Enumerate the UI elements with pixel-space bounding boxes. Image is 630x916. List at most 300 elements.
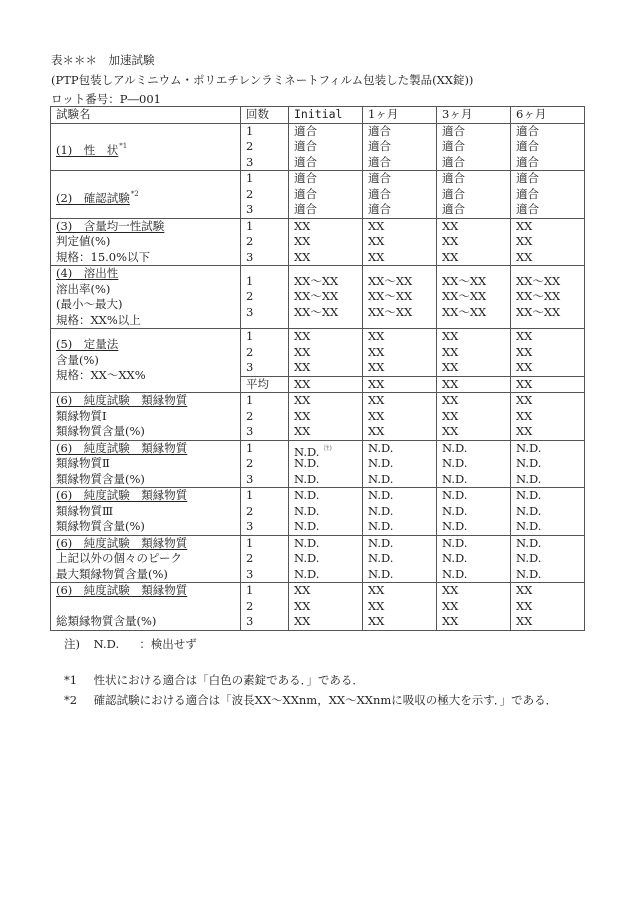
section-row bbox=[51, 393, 585, 441]
footnote-1 bbox=[64, 672, 364, 688]
result-line bbox=[442, 393, 510, 409]
result-value: XX bbox=[294, 344, 311, 359]
value-cell-3-month bbox=[437, 393, 511, 441]
result-line bbox=[368, 441, 436, 457]
result-value: N.D. bbox=[516, 503, 542, 518]
average-value: XX bbox=[363, 376, 437, 393]
result-value: XX bbox=[516, 344, 533, 359]
result-value: 適合 bbox=[516, 202, 539, 216]
value-cell-6-month bbox=[511, 440, 585, 488]
result-value: 適合 bbox=[442, 154, 465, 169]
test-name-text: (6) 純度試験 類縁物質 bbox=[56, 583, 188, 597]
table-caption: 表＊＊＊ 加速試験 bbox=[51, 53, 155, 67]
value-cell-3-month bbox=[437, 535, 511, 583]
result-line bbox=[516, 139, 584, 155]
result-line bbox=[294, 234, 362, 250]
result-line bbox=[516, 155, 584, 171]
result-line bbox=[516, 219, 584, 235]
value-cell-3-month bbox=[437, 123, 511, 171]
result-value: XX bbox=[368, 218, 385, 233]
result-line bbox=[516, 393, 584, 409]
result-line bbox=[442, 250, 510, 266]
result-value: N.D. bbox=[368, 551, 394, 565]
result-value: XX～XX bbox=[294, 289, 339, 304]
count-value: 2 bbox=[246, 344, 254, 359]
count-value: 3 bbox=[246, 566, 254, 581]
count-value: 2 bbox=[246, 598, 254, 613]
value-cell-initial bbox=[289, 123, 363, 171]
result-value: XX bbox=[294, 408, 311, 423]
result-value: XX bbox=[368, 249, 385, 264]
section-row bbox=[51, 583, 585, 631]
result-value: N.D. bbox=[294, 566, 320, 581]
result-line bbox=[368, 456, 436, 472]
test-name-text: 最大類縁物質含量(%) bbox=[56, 566, 168, 581]
section-row bbox=[51, 123, 585, 171]
value-cell-6-month bbox=[511, 393, 585, 441]
result-line bbox=[516, 583, 584, 599]
test-detail bbox=[56, 353, 240, 369]
test-name-cell bbox=[51, 123, 241, 171]
footnote-ref: *2 bbox=[130, 189, 139, 198]
result-value: XX bbox=[294, 360, 311, 374]
count-cell bbox=[241, 123, 289, 171]
test-name-cell bbox=[51, 171, 241, 219]
result-value: 適合 bbox=[516, 186, 539, 201]
result-value: XX～XX bbox=[368, 304, 413, 319]
test-title bbox=[56, 441, 240, 457]
result-line bbox=[368, 124, 436, 140]
result-line bbox=[294, 250, 362, 266]
result-value: XX bbox=[294, 393, 311, 407]
result-value: 適合 bbox=[294, 139, 317, 153]
result-line bbox=[442, 551, 510, 567]
test-detail bbox=[56, 297, 240, 313]
value-cell-1-month bbox=[363, 171, 437, 219]
result-line bbox=[368, 219, 436, 235]
value-cell-initial bbox=[289, 171, 363, 219]
result-value: XX bbox=[294, 424, 311, 438]
result-value: XX bbox=[368, 408, 385, 423]
test-name-text: 類縁物質Ⅰ bbox=[56, 408, 107, 423]
result-value: N.D. bbox=[442, 440, 468, 455]
result-line bbox=[516, 424, 584, 440]
result-value: N.D. bbox=[442, 566, 468, 581]
footnote-mark: *1 bbox=[64, 673, 78, 687]
result-value: 適合 bbox=[442, 139, 465, 153]
count-value: 2 bbox=[246, 289, 254, 304]
result-value: XX bbox=[442, 424, 459, 438]
result-value: 適合 bbox=[516, 123, 539, 138]
value-cell-6-month bbox=[511, 218, 585, 266]
value-cell-initial bbox=[289, 535, 363, 583]
result-line bbox=[516, 345, 584, 361]
result-value: XX～XX bbox=[368, 289, 413, 304]
result-value: 適合 bbox=[294, 123, 317, 138]
result-value: N.D. bbox=[442, 519, 468, 533]
result-line bbox=[442, 305, 510, 321]
result-line bbox=[294, 393, 362, 409]
test-detail bbox=[56, 282, 240, 298]
result-value: XX bbox=[368, 360, 385, 374]
result-value: 適合 bbox=[368, 154, 391, 169]
result-value: XX～XX bbox=[368, 273, 413, 288]
count-cell bbox=[241, 329, 289, 377]
test-name-text: 含量(%) bbox=[56, 352, 99, 367]
count-value: 3 bbox=[246, 202, 254, 216]
result-line bbox=[442, 345, 510, 361]
header-initial: Initial bbox=[289, 107, 363, 124]
value-cell-1-month bbox=[363, 123, 437, 171]
value-cell-initial bbox=[289, 440, 363, 488]
result-line bbox=[442, 155, 510, 171]
test-detail bbox=[56, 472, 240, 488]
section-row bbox=[51, 440, 585, 488]
count-value: 3 bbox=[246, 471, 254, 486]
result-value: XX～XX bbox=[442, 289, 487, 304]
count-value: 1 bbox=[246, 440, 254, 455]
count-value: 2 bbox=[246, 408, 254, 423]
result-line bbox=[516, 504, 584, 520]
result-line bbox=[516, 599, 584, 615]
result-value: XX bbox=[516, 598, 533, 613]
average-value: XX bbox=[437, 376, 511, 393]
test-name-text: (2) 確認試験 bbox=[56, 190, 130, 205]
result-value: XX bbox=[294, 234, 311, 248]
result-value: N.D. bbox=[516, 471, 542, 486]
result-value: N.D. bbox=[442, 471, 468, 486]
test-name-text: (5) 定量法 bbox=[56, 337, 119, 352]
result-value: N.D. bbox=[516, 535, 542, 550]
result-value: XX bbox=[294, 583, 311, 597]
result-value: XX bbox=[516, 424, 533, 438]
value-cell-6-month bbox=[511, 488, 585, 536]
result-value: XX bbox=[516, 249, 533, 264]
result-value: XX bbox=[368, 614, 385, 628]
value-cell-initial bbox=[289, 583, 363, 631]
result-line bbox=[368, 234, 436, 250]
count-cell bbox=[241, 535, 289, 583]
test-name-text: 類縁物質Ⅲ bbox=[56, 503, 114, 518]
test-title bbox=[56, 583, 240, 599]
footnote-2 bbox=[64, 692, 557, 708]
result-value: N.D. bbox=[516, 566, 542, 581]
result-line bbox=[516, 441, 584, 457]
result-line bbox=[442, 567, 510, 583]
result-line bbox=[294, 171, 362, 187]
result-line bbox=[294, 614, 362, 630]
test-name-cell bbox=[51, 393, 241, 441]
result-value: XX bbox=[442, 408, 459, 423]
result-line bbox=[294, 274, 362, 290]
count-value: 1 bbox=[246, 171, 254, 185]
count-value: 3 bbox=[246, 249, 254, 264]
result-value: N.D. bbox=[368, 488, 394, 502]
result-line bbox=[442, 441, 510, 457]
value-cell-6-month bbox=[511, 329, 585, 377]
result-line bbox=[368, 536, 436, 552]
result-line bbox=[516, 234, 584, 250]
result-value: XX bbox=[368, 234, 385, 248]
result-value: XX bbox=[368, 393, 385, 407]
count-value: 1 bbox=[246, 329, 254, 343]
count-cell bbox=[241, 266, 289, 329]
value-cell-3-month bbox=[437, 440, 511, 488]
result-line bbox=[368, 155, 436, 171]
result-line bbox=[516, 567, 584, 583]
test-detail bbox=[56, 567, 240, 583]
result-line bbox=[516, 124, 584, 140]
count-value: 1 bbox=[246, 535, 254, 550]
result-value: XX bbox=[516, 360, 533, 374]
result-line bbox=[368, 393, 436, 409]
count-value: 3 bbox=[246, 519, 254, 533]
result-value: N.D. bbox=[294, 444, 320, 459]
result-value: XX bbox=[442, 234, 459, 248]
value-cell-1-month bbox=[363, 583, 437, 631]
result-value: 適合 bbox=[368, 202, 391, 216]
result-value: N.D. bbox=[516, 440, 542, 455]
result-line bbox=[294, 155, 362, 171]
result-line bbox=[516, 519, 584, 535]
value-cell-1-month bbox=[363, 535, 437, 583]
result-line bbox=[294, 187, 362, 203]
result-value: N.D. bbox=[368, 440, 394, 455]
test-title bbox=[56, 337, 240, 353]
section-row bbox=[51, 329, 585, 377]
footnote-text: 性状における適合は「白色の素錠である．」である． bbox=[93, 673, 364, 687]
result-line bbox=[294, 504, 362, 520]
count-cell bbox=[241, 488, 289, 536]
test-detail bbox=[56, 551, 240, 567]
value-cell-initial bbox=[289, 393, 363, 441]
result-line bbox=[516, 250, 584, 266]
result-value: N.D. bbox=[294, 503, 320, 518]
result-line bbox=[368, 360, 436, 376]
count-value: 2 bbox=[246, 551, 254, 565]
result-value: N.D. bbox=[368, 503, 394, 518]
value-cell-3-month bbox=[437, 171, 511, 219]
value-cell-initial bbox=[289, 218, 363, 266]
footnote-mark: *2 bbox=[64, 693, 78, 707]
test-name-text: 上記以外の個々のピーク bbox=[56, 551, 183, 565]
result-line bbox=[368, 139, 436, 155]
result-value: 適合 bbox=[368, 171, 391, 185]
result-line bbox=[294, 345, 362, 361]
result-line bbox=[442, 171, 510, 187]
section-row bbox=[51, 218, 585, 266]
result-value: N.D. bbox=[516, 456, 542, 470]
result-line bbox=[368, 187, 436, 203]
test-detail bbox=[56, 368, 240, 384]
result-line bbox=[442, 472, 510, 488]
test-name-text: (6) 純度試験 類縁物質 bbox=[56, 393, 188, 407]
section-row bbox=[51, 535, 585, 583]
result-line bbox=[442, 519, 510, 535]
count-cell bbox=[241, 393, 289, 441]
result-line bbox=[294, 305, 362, 321]
test-detail bbox=[56, 424, 240, 440]
result-line bbox=[368, 305, 436, 321]
value-cell-initial bbox=[289, 488, 363, 536]
result-value: 適合 bbox=[516, 154, 539, 169]
result-line bbox=[368, 599, 436, 615]
result-line bbox=[516, 536, 584, 552]
result-line bbox=[294, 551, 362, 567]
result-value: XX bbox=[294, 614, 311, 628]
result-value: N.D. bbox=[442, 456, 468, 470]
result-value: 適合 bbox=[442, 202, 465, 216]
average-value: XX bbox=[289, 376, 363, 393]
result-value: 適合 bbox=[516, 171, 539, 185]
result-value: XX～XX bbox=[442, 273, 487, 288]
result-value: XX bbox=[442, 329, 459, 343]
result-line bbox=[442, 488, 510, 504]
header-1-month: 1ヶ月 bbox=[363, 107, 437, 124]
note-ref: 注) bbox=[323, 444, 332, 452]
result-line bbox=[294, 599, 362, 615]
test-name-text: (1) 性 状 bbox=[56, 143, 119, 157]
result-line bbox=[516, 274, 584, 290]
result-line bbox=[294, 202, 362, 218]
value-cell-1-month bbox=[363, 329, 437, 377]
value-cell-3-month bbox=[437, 329, 511, 377]
result-line bbox=[368, 424, 436, 440]
result-line bbox=[368, 329, 436, 345]
test-title bbox=[56, 536, 240, 552]
value-cell-3-month bbox=[437, 218, 511, 266]
value-cell-initial bbox=[289, 329, 363, 377]
result-value: XX bbox=[294, 249, 311, 264]
result-value: XX～XX bbox=[294, 273, 339, 288]
legend-prefix: 注) bbox=[64, 637, 80, 651]
result-line bbox=[294, 139, 362, 155]
test-detail bbox=[56, 234, 240, 250]
result-value: XX bbox=[294, 598, 311, 613]
nd-legend bbox=[64, 636, 197, 652]
result-value: 適合 bbox=[294, 171, 317, 185]
test-name-cell bbox=[51, 488, 241, 536]
test-name-text: 溶出率(%) bbox=[56, 281, 111, 296]
test-name-cell bbox=[51, 329, 241, 393]
result-line bbox=[442, 409, 510, 425]
value-cell-1-month bbox=[363, 266, 437, 329]
result-value: N.D. bbox=[442, 535, 468, 550]
test-name-text: 類縁物質含量(%) bbox=[56, 424, 145, 438]
result-line bbox=[442, 360, 510, 376]
result-value: XX bbox=[442, 598, 459, 613]
value-cell-6-month bbox=[511, 123, 585, 171]
result-line bbox=[368, 567, 436, 583]
result-value: XX～XX bbox=[516, 289, 561, 304]
result-value: XX bbox=[442, 393, 459, 407]
result-line bbox=[516, 472, 584, 488]
result-line bbox=[294, 219, 362, 235]
test-title bbox=[56, 187, 240, 203]
result-line bbox=[442, 424, 510, 440]
result-line bbox=[368, 488, 436, 504]
result-line bbox=[368, 409, 436, 425]
result-line bbox=[368, 504, 436, 520]
test-detail bbox=[56, 614, 240, 630]
result-value: XX bbox=[442, 218, 459, 233]
result-line bbox=[294, 488, 362, 504]
header-6-month: 6ヶ月 bbox=[511, 107, 585, 124]
value-cell-6-month bbox=[511, 266, 585, 329]
result-value: N.D. bbox=[368, 456, 394, 470]
result-value: XX bbox=[442, 583, 459, 597]
result-line bbox=[442, 274, 510, 290]
result-line bbox=[442, 456, 510, 472]
result-value: XX bbox=[442, 360, 459, 374]
average-value: XX bbox=[511, 376, 585, 393]
result-value: N.D. bbox=[368, 519, 394, 533]
result-value: XX bbox=[442, 344, 459, 359]
result-line bbox=[442, 504, 510, 520]
result-line bbox=[294, 360, 362, 376]
result-value: XX bbox=[368, 598, 385, 613]
result-line bbox=[294, 519, 362, 535]
test-name-cell bbox=[51, 218, 241, 266]
result-value: XX～XX bbox=[516, 304, 561, 319]
count-value: 3 bbox=[246, 424, 254, 438]
result-value: XX bbox=[516, 393, 533, 407]
section-row bbox=[51, 266, 585, 329]
result-value: XX bbox=[516, 614, 533, 628]
count-value: 3 bbox=[246, 304, 254, 319]
result-value: 適合 bbox=[442, 123, 465, 138]
result-line bbox=[516, 456, 584, 472]
result-value: N.D. bbox=[294, 488, 320, 502]
result-value: XX～XX bbox=[442, 304, 487, 319]
result-line bbox=[368, 551, 436, 567]
result-value: 適合 bbox=[442, 171, 465, 185]
result-line bbox=[442, 219, 510, 235]
test-title bbox=[56, 266, 240, 282]
result-value: XX bbox=[294, 329, 311, 343]
result-line bbox=[294, 583, 362, 599]
result-line bbox=[294, 456, 362, 472]
result-line bbox=[294, 441, 362, 457]
value-cell-6-month bbox=[511, 171, 585, 219]
result-line bbox=[368, 171, 436, 187]
result-line bbox=[294, 124, 362, 140]
lot-number: ロット番号：P―001 bbox=[51, 92, 161, 106]
result-value: N.D. bbox=[516, 519, 542, 533]
result-value: XX bbox=[368, 424, 385, 438]
result-value: 適合 bbox=[294, 186, 317, 201]
result-value: N.D. bbox=[516, 551, 542, 565]
test-name-cell bbox=[51, 440, 241, 488]
test-name-cell bbox=[51, 266, 241, 329]
result-line bbox=[442, 187, 510, 203]
result-line bbox=[294, 536, 362, 552]
count-value: 2 bbox=[246, 234, 254, 248]
result-value: XX bbox=[516, 583, 533, 597]
test-name-text: (6) 純度試験 類縁物質 bbox=[56, 440, 188, 455]
count-value: 3 bbox=[246, 154, 254, 169]
result-line bbox=[442, 202, 510, 218]
test-detail bbox=[56, 409, 240, 425]
result-line bbox=[294, 424, 362, 440]
result-line bbox=[368, 345, 436, 361]
value-cell-initial bbox=[289, 266, 363, 329]
test-detail bbox=[56, 599, 240, 615]
test-title bbox=[56, 139, 240, 155]
result-line bbox=[294, 409, 362, 425]
test-detail bbox=[56, 504, 240, 520]
result-line bbox=[516, 187, 584, 203]
